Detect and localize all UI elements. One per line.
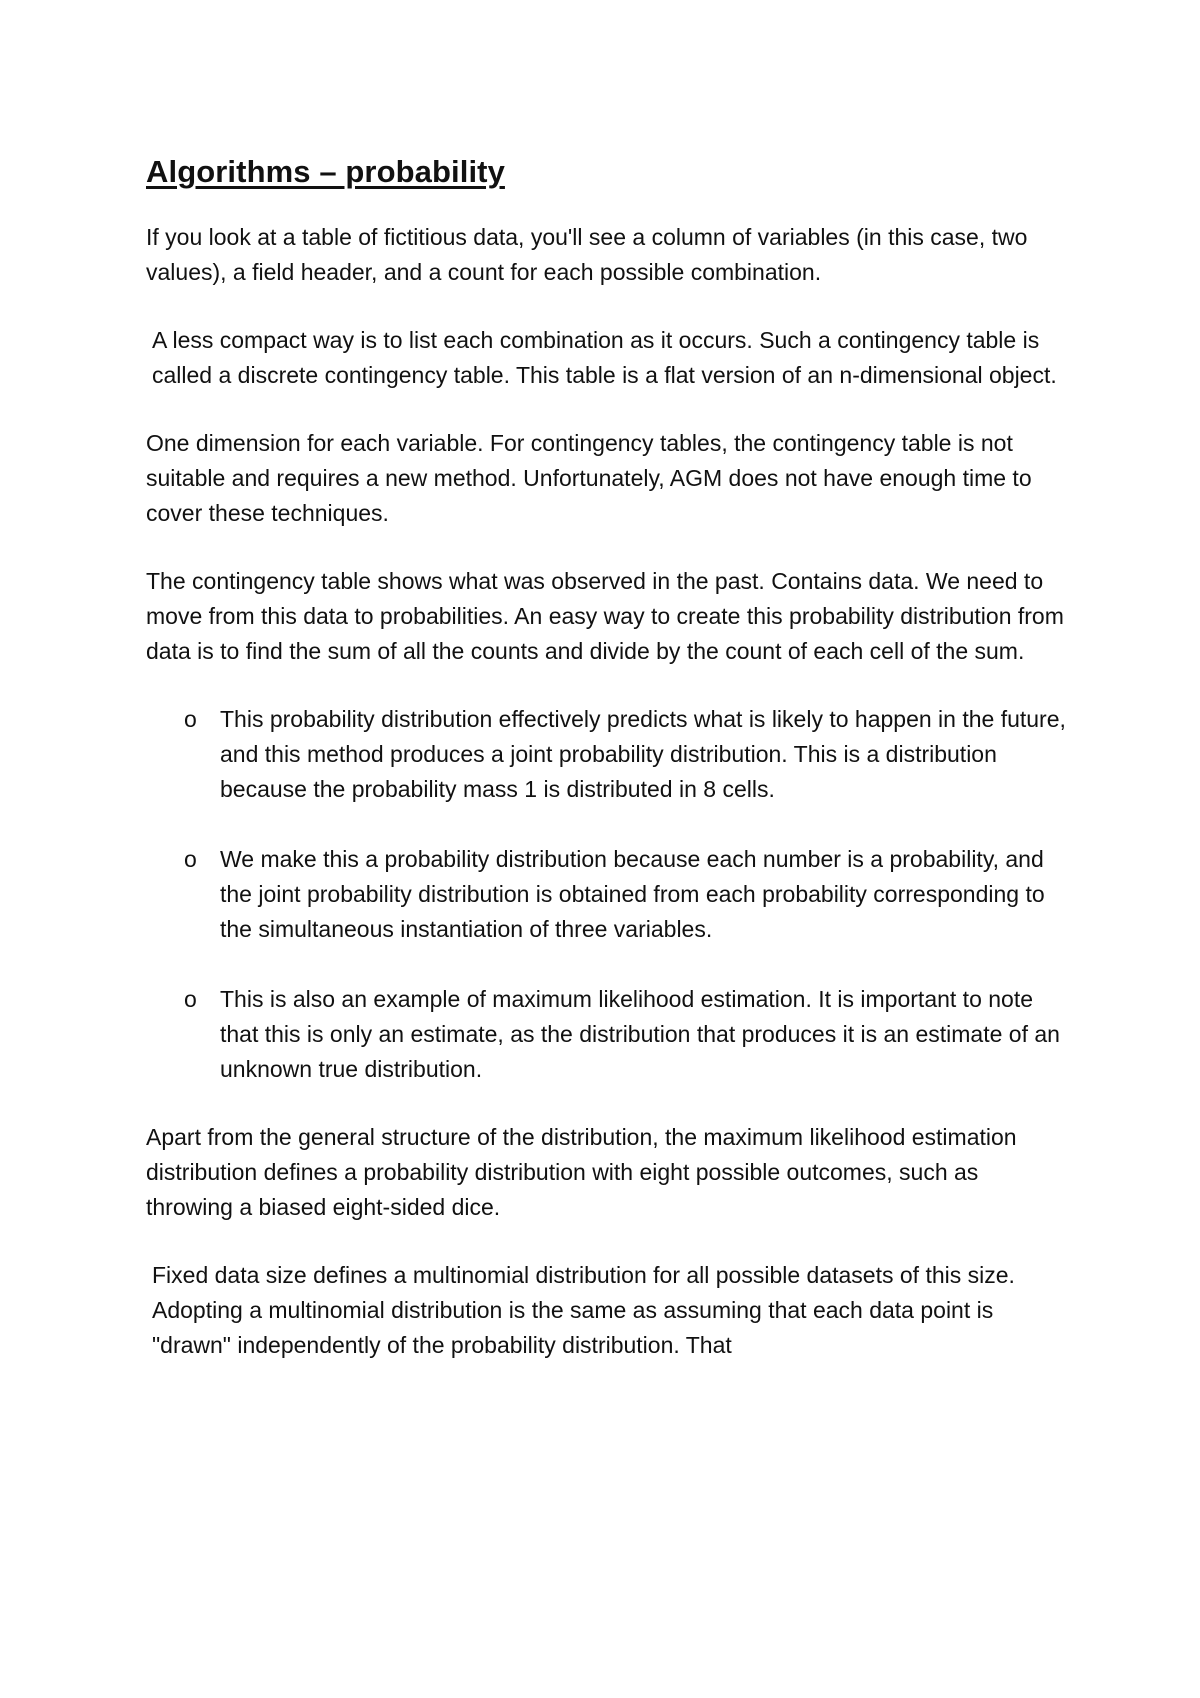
bullet-marker: o bbox=[184, 706, 197, 732]
list-item bbox=[146, 702, 1066, 807]
document-title: Algorithms – probability bbox=[146, 154, 505, 189]
list-item bbox=[146, 982, 1066, 1087]
bullet-marker: o bbox=[184, 846, 197, 872]
bullet-list bbox=[146, 702, 1066, 1087]
paragraph-intro: If you look at a table of fictitious data, you'll see a column of variables (in this case, two values), a field header, and a count for each possible combination. bbox=[146, 224, 1028, 285]
bullet-marker: o bbox=[184, 986, 197, 1012]
paragraph-multinomial: Fixed data size defines a multinomial distribution for all possible datasets of this size. Adopting a multinomial distribution is the same as assuming that each data point is "drawn" independently of the probability distribution. That bbox=[152, 1262, 1015, 1358]
paragraph-dimension: One dimension for each variable. For contingency tables, the contingency table is not suitable and requires a new method. Unfortunately, AGM does not have enough time to cover these techniques. bbox=[146, 430, 1032, 526]
bullet-text: This probability distribution effectively predicts what is likely to happen in the future, and this method produces a joint probability distribution. This is a distribution because the probability mass 1 is distributed in 8 cells. bbox=[220, 706, 1066, 802]
bullet-text: This is also an example of maximum likelihood estimation. It is important to note that this is only an estimate, as the distribution that produces it is an estimate of an unknown true distribution. bbox=[220, 986, 1060, 1082]
paragraph-observed-line-1: The contingency table shows what was observed in the past. Contains data. We need to move from this data to probabilities. An easy way to create this probability distribution from bbox=[146, 568, 1064, 629]
paragraph-mle: Apart from the general structure of the distribution, the maximum likelihood estimation distribution defines a probability distribution with eight possible outcomes, such as throwing a biased eight-sided dice. bbox=[146, 1124, 1017, 1220]
paragraph-observed bbox=[146, 564, 1066, 669]
document-page bbox=[146, 150, 1066, 1396]
paragraph-observed-line-2: data is to find the sum of all the counts and divide by the count of each cell of the sum. bbox=[146, 638, 1025, 664]
list-item bbox=[146, 842, 1066, 947]
bullet-text: We make this a probability distribution because each number is a probability, and the joint probability distribution is obtained from each probability corresponding to the simultaneous instantiation of three variables. bbox=[220, 846, 1045, 942]
paragraph-contingency: A less compact way is to list each combination as it occurs. Such a contingency table is called a discrete contingency table. This table is a flat version of an n-dimensional object. bbox=[152, 327, 1057, 388]
